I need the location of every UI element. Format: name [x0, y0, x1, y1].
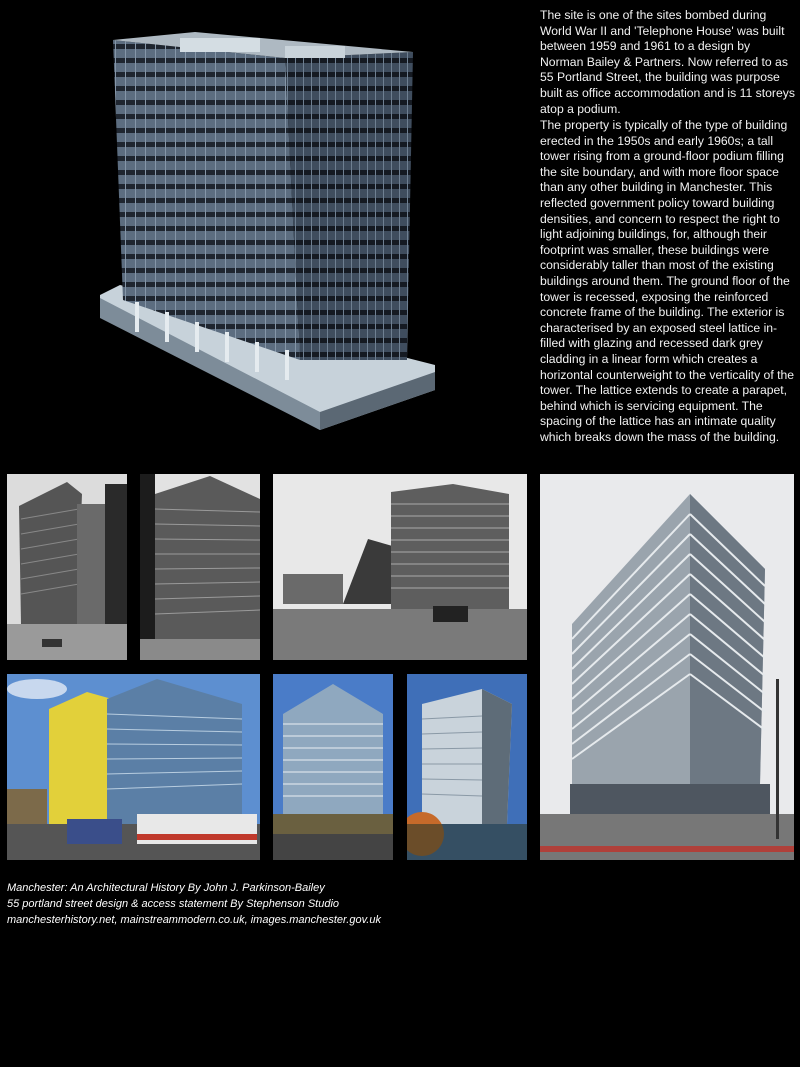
- description-paragraph-1: The site is one of the sites bombed during World War II and 'Telephone House' was built between 1959 and 1961 to a design by Norman Bailey & Partners. Now referred to as 55 Portland Street, the building was purpose built as office accommodation and is 11 storeys atop a podium.: [540, 8, 795, 116]
- colour-photo-tower: [273, 674, 393, 860]
- credit-line: Manchester: An Architectural History By John J. Parkinson-Bailey: [7, 882, 325, 894]
- historic-photo-street: [7, 474, 127, 660]
- credit-line: 55 portland street design & access statement By Stephenson Studio: [7, 898, 340, 910]
- historic-photo-corner: [140, 474, 260, 660]
- credit-line: manchesterhistory.net, mainstreammodern.co.uk, images.manchester.gov.uk: [7, 914, 381, 926]
- colour-photo-tower-below: [407, 674, 527, 860]
- description-paragraph-2: The property is typically of the type of building erected in the 1950s and early 1960s; a tall tower rising from a ground-floor podium filling the site boundary, and with more floor space than any other building in Manchester. This reflected government policy toward building densities, and concern to respect the right to light adjoining buildings, for, although their footprint was smaller, these buildings were considerably taller than most of the existing buildings around them. The ground floor of the tower is recessed, exposing the reinforced concrete frame of the building. The exterior is characterised by an exposed steel lattice in-filled with glazing and recessed dark grey cladding in a linear form which creates a horizontal counterweight to the verticality of the tower. The lattice extends to create a parapet, behind which is servicing equipment. The spacing of the lattice has an intimate quality which breaks down the mass of the building.: [540, 118, 795, 444]
- colour-photo-buses: [7, 674, 260, 860]
- credits: [7, 880, 381, 928]
- colour-photo-tower-tall: [540, 474, 794, 860]
- building-model-render: [95, 30, 440, 435]
- historic-photo-wide: [273, 474, 527, 660]
